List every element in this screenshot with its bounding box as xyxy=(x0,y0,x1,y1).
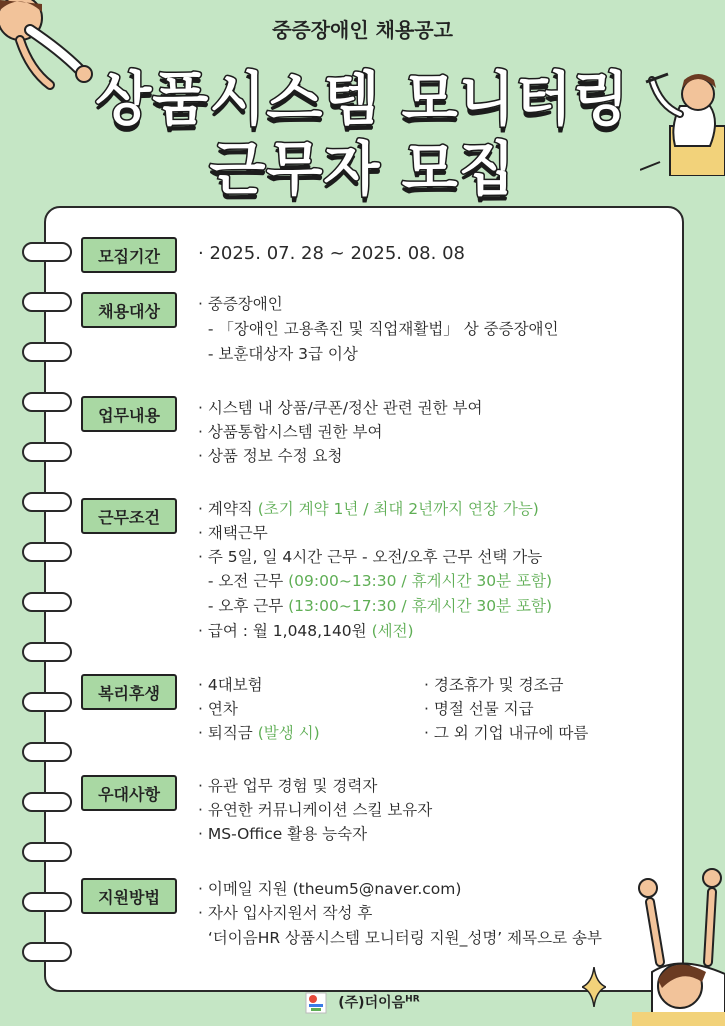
condition-line xyxy=(198,619,414,641)
condition-note: (09:00~13:30 / 휴게시간 30분 포함) xyxy=(288,572,553,590)
section-label-apply: 지원방법 xyxy=(81,878,177,914)
condition-note: (세전) xyxy=(371,622,414,640)
recruitment-subtitle: 중증장애인 채용공고 xyxy=(272,18,453,42)
condition-line xyxy=(198,497,539,519)
apply-line: ‘더이음HR 상품시스템 모니터링 지원_성명’ 제목으로 송부 xyxy=(198,929,602,947)
preference-line: · 유연한 커뮤니케이션 스킬 보유자 xyxy=(198,801,433,819)
benefit-line: · 4대보험 xyxy=(198,676,263,694)
benefit-note: (발생 시) xyxy=(257,724,320,742)
spiral-ring xyxy=(22,442,72,462)
spiral-ring xyxy=(22,492,72,512)
spiral-ring xyxy=(22,292,72,312)
section-label-conditions: 근무조건 xyxy=(81,498,177,534)
condition-text: · 급여 : 월 1,048,140원 xyxy=(198,622,372,640)
benefit-text: · 퇴직금 xyxy=(198,724,258,742)
spiral-ring xyxy=(22,642,72,662)
benefit-line: · 연차 xyxy=(198,700,238,718)
target-line: · 중증장애인 xyxy=(198,295,283,313)
person-illustration-top-right-icon xyxy=(640,66,725,176)
title-line-1: 상품시스템 모니터링 xyxy=(95,65,630,133)
spiral-ring xyxy=(22,342,72,362)
benefit-line: · 그 외 기업 내규에 따름 xyxy=(424,724,589,742)
condition-text: - 오후 근무 xyxy=(198,597,289,615)
company-logo-icon xyxy=(305,992,327,1014)
spiral-ring xyxy=(22,542,72,562)
section-label-benefits: 복리후생 xyxy=(81,674,177,710)
spiral-ring xyxy=(22,392,72,412)
spiral-ring xyxy=(22,692,72,712)
spiral-ring xyxy=(22,892,72,912)
section-label-preferences: 우대사항 xyxy=(81,775,177,811)
spiral-ring xyxy=(22,592,72,612)
condition-note: (초기 계약 1년 / 최대 2년까지 연장 가능) xyxy=(257,500,539,518)
person-illustration-top-left-icon xyxy=(0,0,110,110)
condition-line: · 재택근무 xyxy=(198,524,268,542)
section-label-target: 채용대상 xyxy=(81,292,177,328)
duty-line: · 시스템 내 상품/쿠폰/정산 관련 권한 부여 xyxy=(198,399,483,417)
period-line: · 2025. 07. 28 ~ 2025. 08. 08 xyxy=(198,243,465,264)
preference-line: · 유관 업무 경험 및 경력자 xyxy=(198,777,378,795)
duty-line: · 상품통합시스템 권한 부여 xyxy=(198,423,383,441)
benefit-line: · 경조휴가 및 경조금 xyxy=(424,676,564,694)
apply-line: · 자사 입사지원서 작성 후 xyxy=(198,904,373,922)
condition-text: · 계약직 xyxy=(198,500,258,518)
company-name: (주)더이음 xyxy=(338,995,406,1011)
spiral-ring xyxy=(22,242,72,262)
spiral-ring xyxy=(22,742,72,762)
condition-line xyxy=(198,569,552,591)
benefit-line: · 명절 선물 지급 xyxy=(424,700,534,718)
company-name-sup: HR xyxy=(405,994,420,1005)
section-label-duties: 업무내용 xyxy=(81,396,177,432)
spiral-ring xyxy=(22,942,72,962)
spiral-ring xyxy=(22,792,72,812)
section-label-period: 모집기간 xyxy=(81,237,177,273)
condition-note: (13:00~17:30 / 휴게시간 30분 포함) xyxy=(288,597,553,615)
target-line: - 「장애인 고용촉진 및 직업재활법」 상 중증장애인 xyxy=(198,320,559,338)
preference-line: · MS-Office 활용 능숙자 xyxy=(198,825,368,843)
benefit-line xyxy=(198,721,320,743)
condition-text: - 오전 근무 xyxy=(198,572,289,590)
title-line-2: 근무자 모집 xyxy=(209,135,516,203)
company-footer xyxy=(0,992,725,1014)
condition-line xyxy=(198,594,552,616)
spiral-ring xyxy=(22,842,72,862)
apply-line: · 이메일 지원 (theum5@naver.com) xyxy=(198,880,462,898)
target-line: - 보훈대상자 3급 이상 xyxy=(198,345,358,363)
condition-line: · 주 5일, 일 4시간 근무 - 오전/오후 근무 선택 가능 xyxy=(198,548,543,566)
duty-line: · 상품 정보 수정 요청 xyxy=(198,447,343,465)
